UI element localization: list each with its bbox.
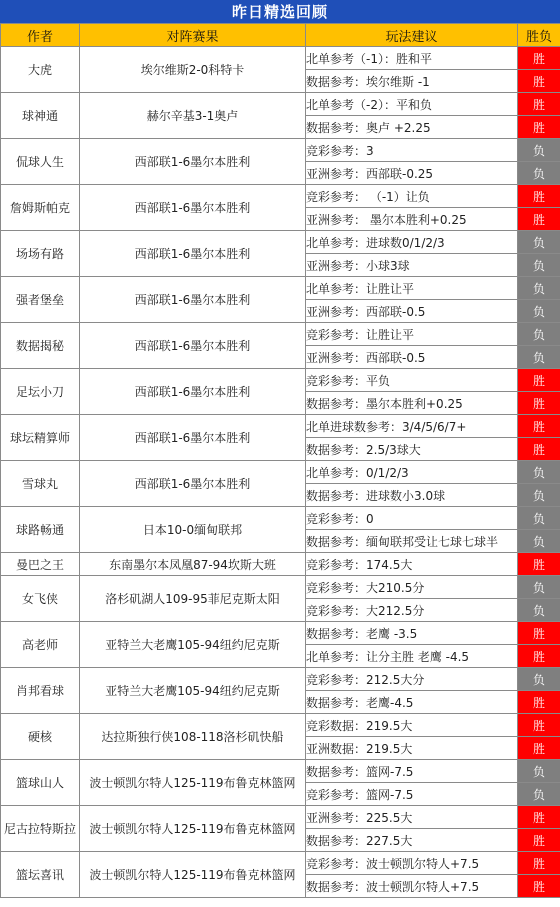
- win-badge: 胜: [518, 116, 560, 139]
- lose-badge: 负: [518, 346, 560, 369]
- author-cell: 球坛精算师: [1, 415, 80, 461]
- table-row: [1, 668, 560, 691]
- table-row: [1, 93, 560, 116]
- header-result: 胜负: [518, 24, 560, 47]
- match-result-cell: 西部联1-6墨尔本胜利: [80, 323, 306, 369]
- tip-cell: 数据参考：墨尔本胜利+0.25: [306, 392, 518, 415]
- tip-cell: 北单参考（-1）：胜和平: [306, 47, 518, 70]
- tip-cell: 北单参考（-2）：平和负: [306, 93, 518, 116]
- author-cell: 球路畅通: [1, 507, 80, 553]
- author-cell: 肖邦看球: [1, 668, 80, 714]
- author-cell: 足坛小刀: [1, 369, 80, 415]
- table-row: [1, 369, 560, 392]
- match-result-cell: 西部联1-6墨尔本胜利: [80, 231, 306, 277]
- win-badge: 胜: [518, 369, 560, 392]
- header-author: 作者: [1, 24, 80, 47]
- tip-cell: 数据参考：进球数小3.0球: [306, 484, 518, 507]
- tip-cell: 数据参考：老鹰-4.5: [306, 691, 518, 714]
- header-row: [1, 24, 560, 47]
- tip-cell: 竞彩参考：平负: [306, 369, 518, 392]
- lose-badge: 负: [518, 576, 560, 599]
- author-cell: 詹姆斯帕克: [1, 185, 80, 231]
- tip-cell: 北单进球数参考：3/4/5/6/7+: [306, 415, 518, 438]
- match-result-cell: 波士顿凯尔特人125-119布鲁克林篮网: [80, 806, 306, 852]
- match-result-cell: 西部联1-6墨尔本胜利: [80, 461, 306, 507]
- tip-cell: 竞彩参考：212.5大分: [306, 668, 518, 691]
- match-result-cell: 洛杉矶湖人109-95菲尼克斯太阳: [80, 576, 306, 622]
- match-result-cell: 波士顿凯尔特人125-119布鲁克林篮网: [80, 852, 306, 898]
- match-result-cell: 波士顿凯尔特人125-119布鲁克林篮网: [80, 760, 306, 806]
- tip-cell: 竞彩参考：让胜让平: [306, 323, 518, 346]
- tip-cell: 数据参考：缅甸联邦受让七球七球半: [306, 530, 518, 553]
- recap-table: [0, 23, 560, 898]
- author-cell: 曼巴之王: [1, 553, 80, 576]
- match-result-cell: 亚特兰大老鹰105-94纽约尼克斯: [80, 622, 306, 668]
- lose-badge: 负: [518, 277, 560, 300]
- match-result-cell: 西部联1-6墨尔本胜利: [80, 185, 306, 231]
- lose-badge: 负: [518, 668, 560, 691]
- author-cell: 大虎: [1, 47, 80, 93]
- table-row: [1, 622, 560, 645]
- tip-cell: 竞彩参考：大212.5分: [306, 599, 518, 622]
- win-badge: 胜: [518, 70, 560, 93]
- author-cell: 篮球山人: [1, 760, 80, 806]
- win-badge: 胜: [518, 47, 560, 70]
- table-row: [1, 231, 560, 254]
- table-row: [1, 760, 560, 783]
- lose-badge: 负: [518, 461, 560, 484]
- table-row: [1, 714, 560, 737]
- author-cell: 场场有路: [1, 231, 80, 277]
- table-row: [1, 277, 560, 300]
- win-badge: 胜: [518, 645, 560, 668]
- author-cell: 硬核: [1, 714, 80, 760]
- table-row: [1, 576, 560, 599]
- win-badge: 胜: [518, 185, 560, 208]
- table-row: [1, 47, 560, 70]
- win-badge: 胜: [518, 93, 560, 116]
- tip-cell: 亚洲参考：西部联-0.5: [306, 346, 518, 369]
- author-cell: 高老师: [1, 622, 80, 668]
- author-cell: 侃球人生: [1, 139, 80, 185]
- table-row: [1, 323, 560, 346]
- lose-badge: 负: [518, 231, 560, 254]
- table-row: [1, 415, 560, 438]
- tip-cell: 竞彩参考：大210.5分: [306, 576, 518, 599]
- tip-cell: 竞彩参考：0: [306, 507, 518, 530]
- author-cell: 强者堡垒: [1, 277, 80, 323]
- author-cell: 尼古拉特斯拉: [1, 806, 80, 852]
- win-badge: 胜: [518, 875, 560, 898]
- lose-badge: 负: [518, 507, 560, 530]
- match-result-cell: 西部联1-6墨尔本胜利: [80, 277, 306, 323]
- tip-cell: 北单参考：进球数0/1/2/3: [306, 231, 518, 254]
- lose-badge: 负: [518, 760, 560, 783]
- tip-cell: 竞彩参考：174.5大: [306, 553, 518, 576]
- win-badge: 胜: [518, 553, 560, 576]
- lose-badge: 负: [518, 162, 560, 185]
- match-result-cell: 西部联1-6墨尔本胜利: [80, 139, 306, 185]
- win-badge: 胜: [518, 852, 560, 875]
- win-badge: 胜: [518, 208, 560, 231]
- win-badge: 胜: [518, 714, 560, 737]
- author-cell: 数据揭秘: [1, 323, 80, 369]
- tip-cell: 亚洲参考：225.5大: [306, 806, 518, 829]
- lose-badge: 负: [518, 783, 560, 806]
- tip-cell: 竞彩参考：3: [306, 139, 518, 162]
- table-row: [1, 553, 560, 576]
- header-match: 对阵赛果: [80, 24, 306, 47]
- table-row: [1, 139, 560, 162]
- tip-cell: 数据参考：老鹰 -3.5: [306, 622, 518, 645]
- win-badge: 胜: [518, 806, 560, 829]
- author-cell: 篮坛喜讯: [1, 852, 80, 898]
- win-badge: 胜: [518, 392, 560, 415]
- lose-badge: 负: [518, 484, 560, 507]
- match-result-cell: 亚特兰大老鹰105-94纽约尼克斯: [80, 668, 306, 714]
- win-badge: 胜: [518, 737, 560, 760]
- table-row: [1, 852, 560, 875]
- win-badge: 胜: [518, 691, 560, 714]
- lose-badge: 负: [518, 254, 560, 277]
- tip-cell: 北单参考：让胜让平: [306, 277, 518, 300]
- tip-cell: 竞彩参考： （-1）让负: [306, 185, 518, 208]
- table-row: [1, 507, 560, 530]
- author-cell: 球神通: [1, 93, 80, 139]
- match-result-cell: 日本10-0缅甸联邦: [80, 507, 306, 553]
- table-row: [1, 185, 560, 208]
- recap-rows: [1, 47, 560, 898]
- tip-cell: 竞彩数据：219.5大: [306, 714, 518, 737]
- tip-cell: 数据参考：2.5/3球大: [306, 438, 518, 461]
- match-result-cell: 东南墨尔本凤凰87-94坎斯大班: [80, 553, 306, 576]
- tip-cell: 数据参考：波士顿凯尔特人+7.5: [306, 875, 518, 898]
- lose-badge: 负: [518, 599, 560, 622]
- win-badge: 胜: [518, 829, 560, 852]
- table-row: [1, 461, 560, 484]
- tip-cell: 数据参考：227.5大: [306, 829, 518, 852]
- tip-cell: 亚洲数据：219.5大: [306, 737, 518, 760]
- lose-badge: 负: [518, 300, 560, 323]
- match-result-cell: 西部联1-6墨尔本胜利: [80, 415, 306, 461]
- tip-cell: 竞彩参考：波士顿凯尔特人+7.5: [306, 852, 518, 875]
- win-badge: 胜: [518, 415, 560, 438]
- tip-cell: 数据参考：篮网-7.5: [306, 760, 518, 783]
- tip-cell: 数据参考：埃尔维斯 -1: [306, 70, 518, 93]
- author-cell: 雪球丸: [1, 461, 80, 507]
- win-badge: 胜: [518, 438, 560, 461]
- tip-cell: 北单参考：让分主胜 老鹰 -4.5: [306, 645, 518, 668]
- lose-badge: 负: [518, 530, 560, 553]
- tip-cell: 北单参考：0/1/2/3: [306, 461, 518, 484]
- match-result-cell: 赫尔辛基3-1奥卢: [80, 93, 306, 139]
- match-result-cell: 达拉斯独行侠108-118洛杉矶快船: [80, 714, 306, 760]
- tip-cell: 亚洲参考：西部联-0.25: [306, 162, 518, 185]
- tip-cell: 亚洲参考： 墨尔本胜利+0.25: [306, 208, 518, 231]
- lose-badge: 负: [518, 139, 560, 162]
- lose-badge: 负: [518, 323, 560, 346]
- table-row: [1, 806, 560, 829]
- match-result-cell: 西部联1-6墨尔本胜利: [80, 369, 306, 415]
- tip-cell: 亚洲参考：小球3球: [306, 254, 518, 277]
- tip-cell: 竞彩参考：篮网-7.5: [306, 783, 518, 806]
- header-tips: 玩法建议: [306, 24, 518, 47]
- match-result-cell: 埃尔维斯2-0科特卡: [80, 47, 306, 93]
- author-cell: 女飞侠: [1, 576, 80, 622]
- tip-cell: 数据参考：奥卢 +2.25: [306, 116, 518, 139]
- page-title: 昨日精选回顾: [0, 0, 560, 23]
- tip-cell: 亚洲参考：西部联-0.5: [306, 300, 518, 323]
- win-badge: 胜: [518, 622, 560, 645]
